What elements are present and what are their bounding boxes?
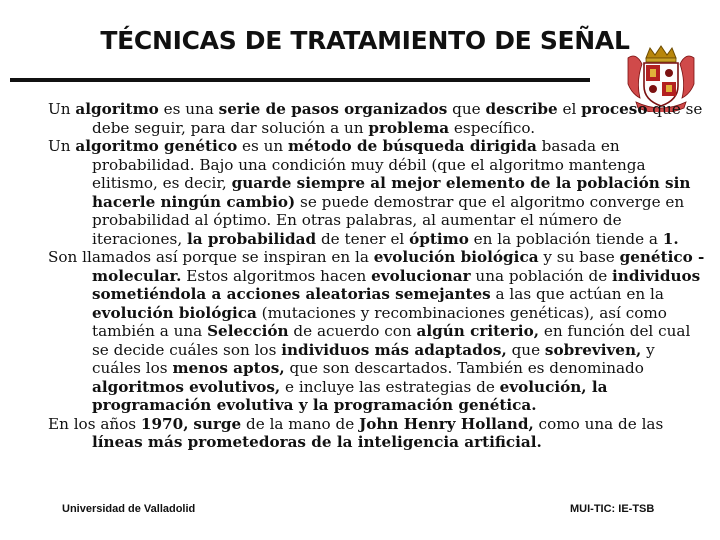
text-run: Estos algoritmos hacen (181, 266, 372, 285)
text-run: el (557, 100, 582, 118)
text-run: que (506, 340, 545, 359)
text-run: que se debe seguir, para dar solución a un (92, 100, 703, 137)
bold-text-run: la probabilidad (187, 229, 317, 248)
text-run: una población de (470, 266, 613, 285)
bold-text-run: 1. (662, 229, 679, 248)
text-run: como una de las (533, 414, 664, 433)
paragraph-algoritmo-genetico (48, 137, 708, 248)
text-run: se puede demostrar que el algoritmo converge en probabilidad al óptimo. En otras palabras, al aumentar el número de iteraciones, (92, 192, 685, 248)
paragraph-historia-holland (48, 415, 708, 452)
bold-text-run: algún criterio, (416, 322, 539, 340)
text-run: y su base (538, 248, 620, 266)
bold-text-run: algoritmo (75, 100, 159, 118)
bold-text-run: proceso (581, 100, 648, 118)
bold-text-run: individuos más adaptados, (281, 340, 507, 359)
bold-text-run: surge (193, 414, 242, 433)
text-run: En los años (48, 414, 141, 433)
text-run: de acuerdo con (288, 322, 417, 340)
bold-text-run: sobreviven, (544, 340, 642, 359)
title-underline-divider (10, 78, 590, 82)
bold-text-run: menos aptos, (172, 359, 285, 377)
text-run: de la mano de (241, 414, 360, 433)
body-text (48, 100, 708, 452)
bold-text-run: líneas más prometedoras de la inteligencia artificial. (92, 433, 542, 451)
text-run: basada en probabilidad. Bajo una condición muy débil (que el algoritmo mantenga elitismo, es decir, (92, 137, 646, 192)
bold-text-run: Selección (207, 322, 289, 340)
bold-text-run: 1970, (140, 414, 189, 433)
bold-text-run: individuos sometiéndola a acciones aleatorias semejantes (92, 266, 701, 303)
text-run: en función del cual se decide cuáles son los (92, 322, 691, 359)
text-run: Un (48, 137, 76, 155)
bold-text-run: óptimo (409, 229, 469, 248)
bold-text-run: evolución biológica (373, 248, 539, 266)
bold-text-run: evolucionar (371, 266, 471, 285)
text-run: es un (237, 137, 289, 155)
bold-text-run: algoritmos evolutivos, (92, 377, 281, 396)
footer-university: Universidad de Valladolid (62, 503, 196, 515)
bold-text-run: describe (485, 100, 558, 118)
bold-text-run: evolución biológica (92, 303, 257, 322)
bold-text-run: algoritmo genético (75, 137, 238, 155)
slide-title: TÉCNICAS DE TRATAMIENTO DE SEÑAL (100, 26, 630, 55)
text-run: específico. (449, 118, 536, 137)
footer-course-code: MUI-TIC: IE-TSB (570, 503, 655, 515)
bold-text-run: problema (368, 118, 450, 137)
text-run: y cuáles los (92, 340, 655, 377)
paragraph-evolucion-biologica (48, 248, 708, 415)
bold-text-run: método de búsqueda dirigida (288, 137, 537, 155)
bold-text-run: serie de pasos organizados (218, 100, 448, 118)
text-run: en la población tiende a (468, 229, 663, 248)
paragraph-algoritmo (48, 100, 708, 137)
text-run: Son llamados así porque se inspiran en la (48, 248, 374, 266)
bold-text-run: genético -molecular. (92, 248, 705, 285)
bold-text-run: evolución, la programación evolutiva y la programación genética. (92, 377, 608, 414)
text-run: que son descartados. También es denominado (284, 359, 644, 377)
text-run: Un (48, 100, 76, 118)
text-run: de tener el (316, 229, 410, 248)
bold-text-run: guarde siempre al mejor elemento de la población sin hacerle ningún cambio) (92, 174, 691, 211)
text-run: a las que actúan en la (490, 285, 664, 303)
text-run: e incluye las estrategias de (280, 377, 500, 396)
text-run: que (447, 100, 486, 118)
text-run: (mutaciones y recombinaciones genéticas), así como también a una (92, 303, 667, 340)
bold-text-run: John Henry Holland, (359, 414, 534, 433)
text-run: es una (158, 100, 219, 118)
